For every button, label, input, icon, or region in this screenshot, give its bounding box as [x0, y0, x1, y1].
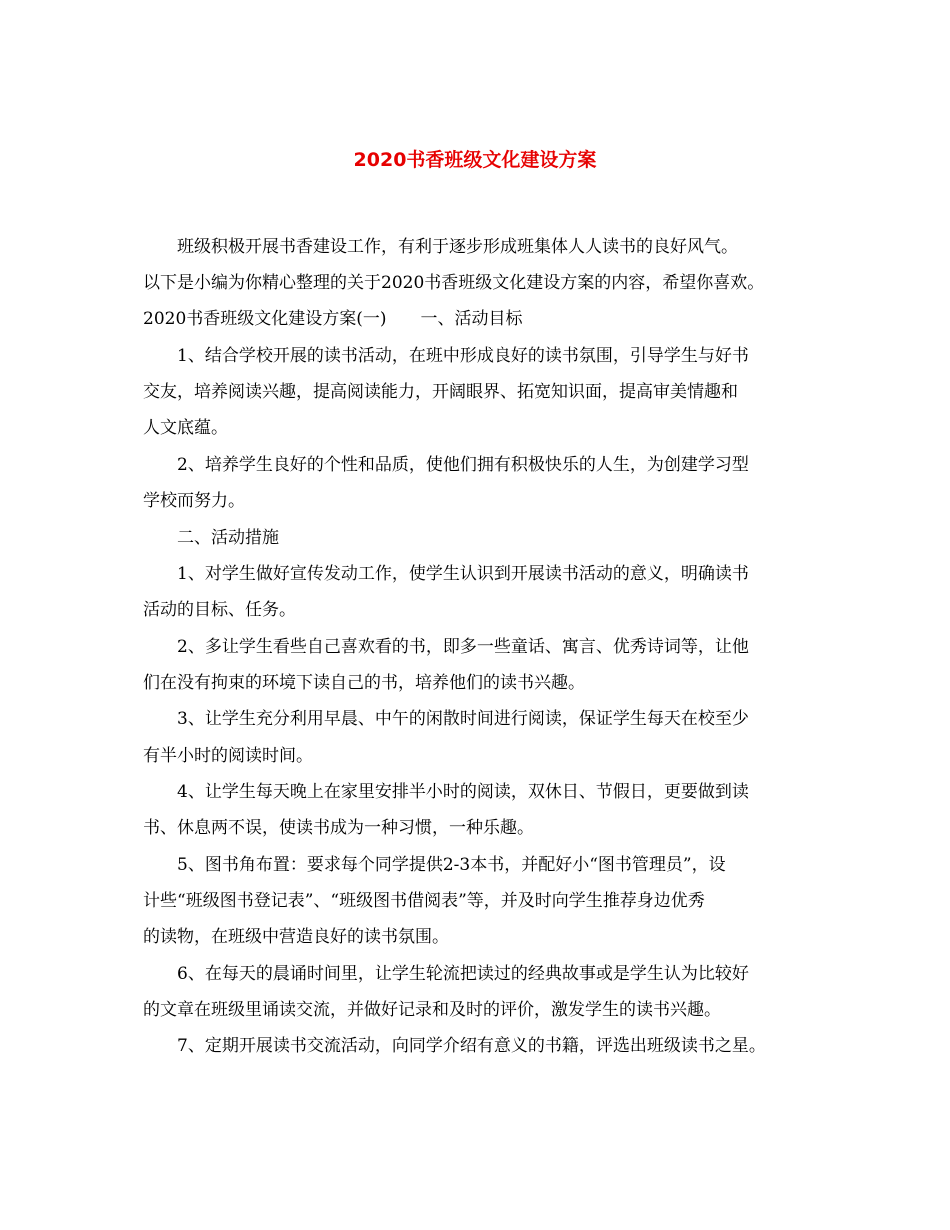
paragraph-line: 计些“班级图书登记表”、“班级图书借阅表”等，并及时向学生推荐身边优秀 — [143, 891, 705, 911]
paragraph-line: 4、让学生每天晚上在家里安排半小时的阅读，双休日、节假日，更要做到读 — [177, 782, 749, 802]
section-heading-2: 二、活动措施 — [177, 528, 279, 548]
document-title: 2020书香班级文化建设方案 — [353, 149, 597, 171]
paragraph-line: 人文底蕴。 — [143, 418, 228, 438]
paragraph-line: 有半小时的阅读时间。 — [143, 746, 313, 766]
intro-line-1: 班级积极开展书香建设工作，有利于逐步形成班集体人人读书的良好风气。 — [177, 237, 738, 257]
intro-line-2: 以下是小编为你精心整理的关于2020书香班级文化建设方案的内容，希望你喜欢。 — [143, 273, 765, 293]
paragraph-line: 1、对学生做好宣传发动工作，使学生认识到开展读书活动的意义，明确读书 — [177, 564, 749, 584]
paragraph-line: 的文章在班级里诵读交流，并做好记录和及时的评价，激发学生的读书兴趣。 — [143, 1000, 721, 1020]
paragraph-line: 的读物，在班级中营造良好的读书氛围。 — [143, 927, 449, 947]
paragraph-line: 2、培养学生良好的个性和品质，使他们拥有积极快乐的人生，为创建学习型 — [177, 455, 749, 475]
paragraph-line: 5、图书角布置：要求每个同学提供2-3本书，并配好小“图书管理员”，设 — [177, 855, 726, 875]
paragraph-line: 学校而努力。 — [143, 491, 245, 511]
paragraph-line: 们在没有拘束的环境下读自己的书，培养他们的读书兴趣。 — [143, 673, 585, 693]
paragraph-line: 2、多让学生看些自己喜欢看的书，即多一些童话、寓言、优秀诗词等，让他 — [177, 637, 749, 657]
paragraph-line: 交友，培养阅读兴趣，提高阅读能力，开阔眼界、拓宽知识面，提高审美情趣和 — [143, 382, 738, 402]
paragraph-line: 1、结合学校开展的读书活动，在班中形成良好的读书氛围，引导学生与好书 — [177, 346, 749, 366]
paragraph-line: 6、在每天的晨诵时间里，让学生轮流把读过的经典故事或是学生认为比较好 — [177, 964, 749, 984]
section-heading-1: 2020书香班级文化建设方案(一) 一、活动目标 — [143, 309, 523, 329]
paragraph-line: 3、让学生充分利用早晨、中午的闲散时间进行阅读，保证学生每天在校至少 — [177, 709, 749, 729]
paragraph-line: 7、定期开展读书交流活动，向同学介绍有意义的书籍，评选出班级读书之星。 — [177, 1036, 766, 1056]
paragraph-line: 书、休息两不误，使读书成为一种习惯，一种乐趣。 — [143, 818, 534, 838]
paragraph-line: 活动的目标、任务。 — [143, 600, 296, 620]
